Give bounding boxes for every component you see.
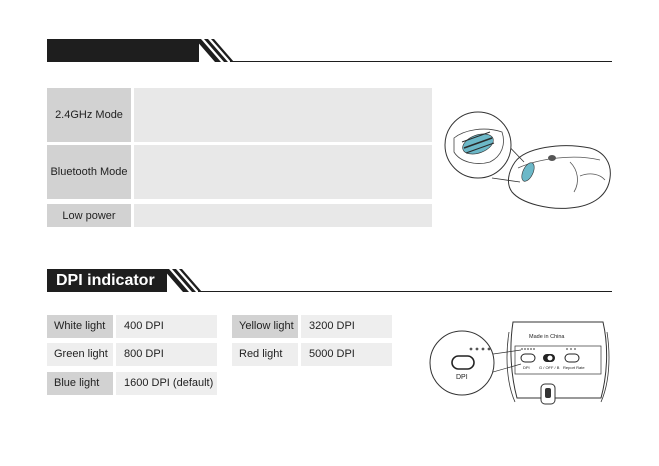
section-title-2: DPI indicator — [56, 272, 155, 289]
made-in-label: Made in China — [529, 334, 565, 340]
dpi-color-label: Green light — [47, 343, 113, 366]
mode-label: Low power — [47, 204, 131, 227]
section-header-2 — [47, 269, 167, 292]
dpi-row-red — [232, 343, 392, 366]
mode-description — [134, 204, 432, 227]
section-header-1 — [47, 39, 199, 62]
zoom-dpi-label: DPI — [456, 374, 468, 381]
dpi-value: 1600 DPI (default) — [116, 372, 217, 395]
switch-label-report: Report Rate — [563, 365, 585, 370]
header-rule-1 — [230, 61, 612, 62]
switch-label-mode: G / OFF / B — [539, 365, 560, 370]
mode-label: 2.4GHz Mode — [47, 88, 131, 142]
dpi-color-label: White light — [47, 315, 113, 338]
dpi-color-label: Yellow light — [232, 315, 298, 338]
mode-label: Bluetooth Mode — [47, 145, 131, 199]
mode-row-2-4ghz — [47, 88, 432, 142]
mode-row-bluetooth — [47, 145, 432, 199]
dpi-value: 400 DPI — [116, 315, 217, 338]
mode-description — [134, 145, 432, 199]
header-stripes-icon — [195, 39, 240, 63]
dpi-row-green — [47, 343, 217, 366]
dpi-color-label: Blue light — [47, 372, 113, 395]
dpi-color-label: Red light — [232, 343, 298, 366]
header-stripes-icon — [163, 269, 208, 293]
dpi-row-yellow — [232, 315, 392, 338]
mode-row-low-power — [47, 204, 432, 227]
dpi-value: 5000 DPI — [301, 343, 392, 366]
switch-label-dpi: DPI — [523, 365, 530, 370]
header-rule-2 — [198, 291, 612, 292]
dpi-value: 3200 DPI — [301, 315, 392, 338]
mode-description — [134, 88, 432, 142]
dpi-row-blue — [47, 372, 217, 395]
mouse-illustration-bottom — [425, 318, 610, 413]
dpi-value: 800 DPI — [116, 343, 217, 366]
mouse-illustration-top — [440, 100, 615, 215]
dpi-row-white — [47, 315, 217, 338]
